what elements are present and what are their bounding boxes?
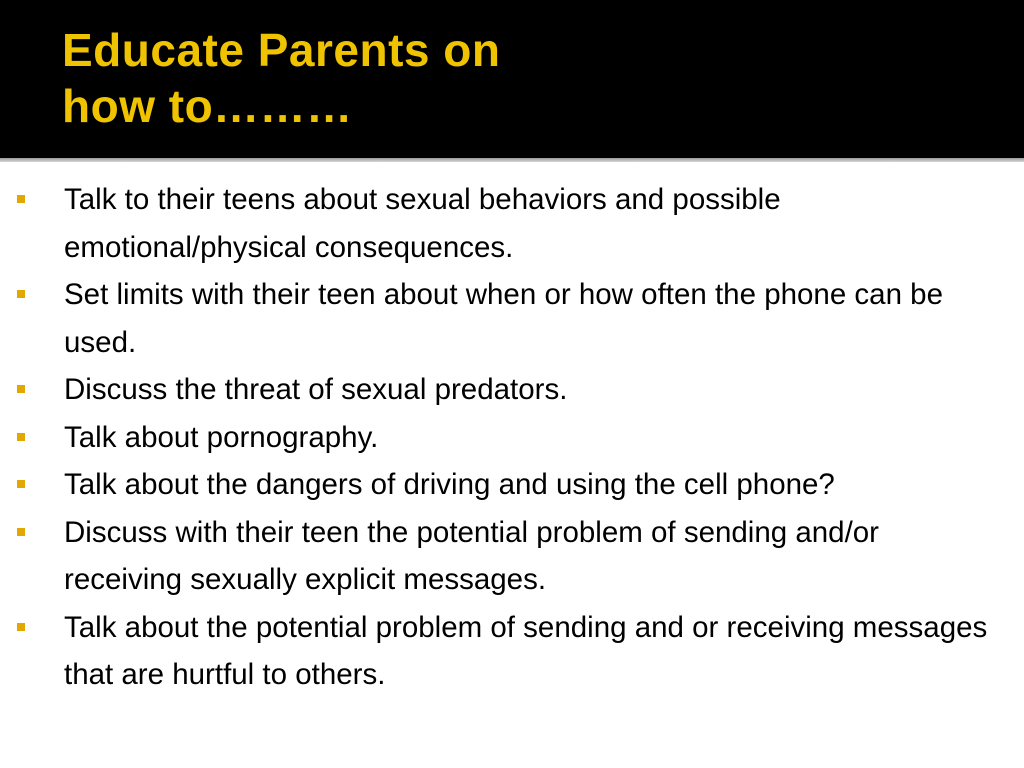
bullet-item	[0, 271, 1024, 366]
bullet-item	[0, 509, 1024, 604]
title-bar	[0, 0, 1024, 158]
square-bullet-icon	[17, 480, 25, 488]
bullet-text: Discuss the threat of sexual predators.	[64, 373, 568, 406]
bullet-text: Talk about the dangers of driving and using the cell phone?	[64, 468, 835, 501]
bullet-item	[0, 604, 1024, 699]
square-bullet-icon	[17, 433, 25, 441]
bullet-item	[0, 414, 1024, 462]
bullet-item	[0, 366, 1024, 414]
bullet-text: Discuss with their teen the potential problem of sending and/or receiving sexually explicit messages.	[64, 515, 879, 596]
bullet-text: Talk about pornography.	[64, 420, 379, 454]
bullet-list	[0, 176, 1024, 699]
bullet-item	[0, 461, 1024, 509]
bullet-text: Talk about the potential problem of sending and or receiving messages that are hurtful to others.	[64, 610, 988, 691]
bullet-text: Set limits with their teen about when or how often the phone can be used.	[64, 278, 943, 359]
bullet-item	[0, 176, 1024, 271]
square-bullet-icon	[17, 385, 25, 393]
square-bullet-icon	[17, 528, 25, 536]
slide-title-line-1: Educate Parents on	[62, 24, 501, 76]
bullet-text: Talk to their teens about sexual behaviors and possible emotional/physical consequences.	[64, 183, 781, 264]
square-bullet-icon	[17, 290, 25, 298]
square-bullet-icon	[17, 195, 25, 203]
square-bullet-icon	[17, 623, 25, 631]
slide-title	[62, 22, 500, 134]
slide-title-line-2: how to………	[62, 80, 353, 132]
title-divider	[0, 158, 1024, 162]
